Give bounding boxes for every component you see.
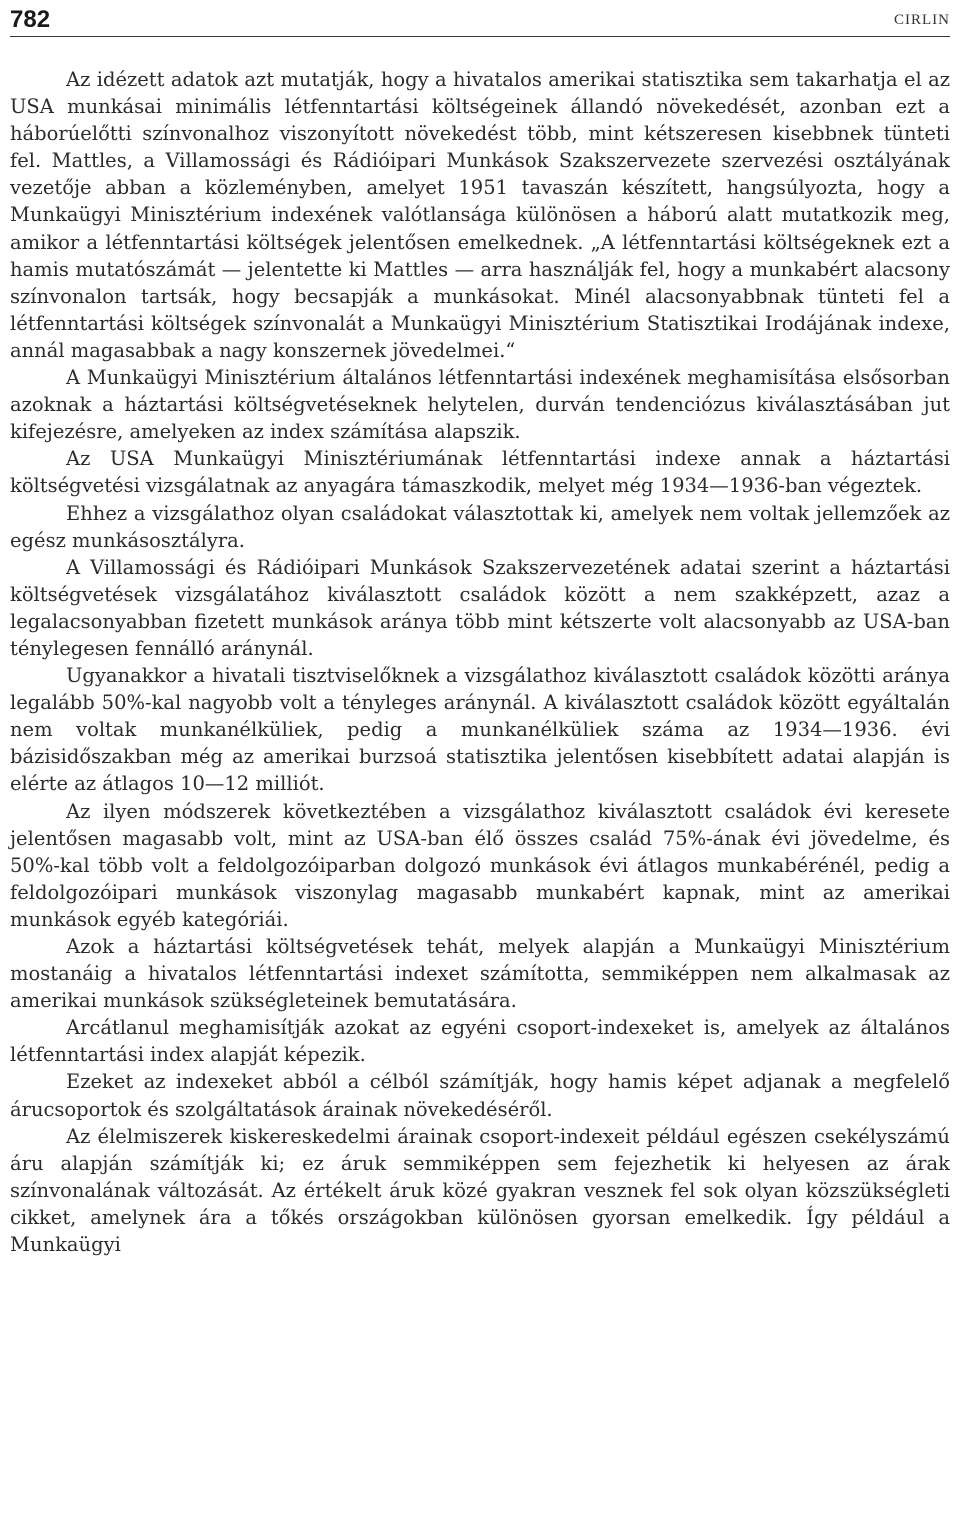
paragraph: Ehhez a vizsgálathoz olyan családokat választottak ki, amelyek nem voltak jellemzőek az egész munkásosztályra. xyxy=(10,501,950,552)
paragraph: Arcátlanul meghamisítják azokat az egyéni csoport-indexeket is, amelyek az általános létfenntartási index alapját képezik. xyxy=(10,1016,950,1067)
paragraph: Az idézett adatok azt mutatják, hogy a hivatalos amerikai statisztika sem takarhatja el az USA munkásai minimális létfenntartási költségeinek állandó növekedését, azonban ezt a háborúelőtti színvonalhoz viszonyított növekedést több, mint kétszeresen kisebbnek tünteti fel. Mattles, a Villamossági és Rádióipari Munkások Szakszervezete szervezési osztályának vezetője abban a közleményben, amelyet 1951 tavaszán készített, hangsúlyozta, hogy a Munkaügyi Minisztérium indexének valótlansága különösen a háború alatt mutatkozik meg, amikor a létfenntartási költségek jelentősen emelkednek. „A létfenntartási költségeknek ezt a hamis mutatószámát — jelentette ki Mattles — arra használják fel, hogy a munkabért alacsony színvonalon tartsák, hogy becsapják a munkásokat. Minél alacsonyabbnak tünteti fel a létfenntartási költségek színvonalát a Munkaügyi Minisztérium Statisztikai Irodájának indexe, annál magasabbak a nagy konszernek jövedelmei.“ xyxy=(10,68,950,362)
paragraph: Ezeket az indexeket abból a célból számítják, hogy hamis képet adjanak a megfelelő árucsoportok és szolgáltatások árainak növekedéséről. xyxy=(10,1070,950,1121)
paragraph: A Munkaügyi Minisztérium általános létfenntartási indexének meghamisítása elsősorban azoknak a háztartási költségvetéseknek helytelen, durván tendenciózus kiválasztásában jut kifejezésre, amelyeken az index számítása alapszik. xyxy=(10,366,950,444)
body-text xyxy=(10,66,950,1258)
paragraph: Az élelmiszerek kiskereskedelmi árainak csoport-indexeit például egészen csekélyszámú áru alapján számítják ki; ez áruk semmiképpen sem fejezhetik ki helyesen az árak színvonalának változását. Az értékelt áruk közé gyakran vesznek fel sok olyan közszükségleti cikket, amelynek ára a tőkés országokban különösen gyorsan emelkedik. Így például a Munkaügyi xyxy=(10,1124,950,1257)
paragraph: Az USA Munkaügyi Minisztériumának létfenntartási indexe annak a háztartási költségvetési vizsgálatnak az anyagára támaszkodik, melyet még 1934—1936-ban végeztek. xyxy=(10,447,950,498)
page-number: 782 xyxy=(10,6,51,33)
paragraph: Az ilyen módszerek következtében a vizsgálathoz kiválasztott családok évi keresete jelentősen magasabb volt, mint az USA-ban élő összes család 75%-ának évi jövedelme, és 50%-kal több volt a feldolgozóiparban dolgozó munkások évi átlagos munkabérénél, pedig a feldolgozóipari munkások viszonylag magasabb munkabért kapnak, mint az amerikai munkások egyéb kategóriái. xyxy=(10,799,950,931)
paragraph: Ugyanakkor a hivatali tisztviselőknek a vizsgálathoz kiválasztott családok közötti aránya legalább 50%-kal nagyobb volt a tényleges aránynál. A kiválasztott családok között egyáltalán nem voltak munkanélküliek, pedig a munkanélküliek száma az 1934—1936. évi bázisidőszakban még az amerikai burzsoá statisztika jelentősen kisebbített adatai alapján is elérte az átlagos 10—12 milliót. xyxy=(10,664,950,796)
running-head: CIRLIN xyxy=(894,12,950,28)
page-header xyxy=(10,6,950,37)
paragraph: Azok a háztartási költségvetések tehát, melyek alapján a Munkaügyi Minisztérium mostanáig a hivatalos létfenntartási indexet számította, semmiképpen nem alkalmasak az amerikai munkások szükségleteinek bemutatására. xyxy=(10,935,950,1013)
paragraph: A Villamossági és Rádióipari Munkások Szakszervezetének adatai szerint a háztartási költségvetések vizsgálatához kiválasztott családok között a nem szakképzett, azaz a legalacsonyabban fizetett munkások aránya több mint kétszerte volt alacsonyabb az USA-ban ténylegesen fennálló aránynál. xyxy=(10,555,950,660)
